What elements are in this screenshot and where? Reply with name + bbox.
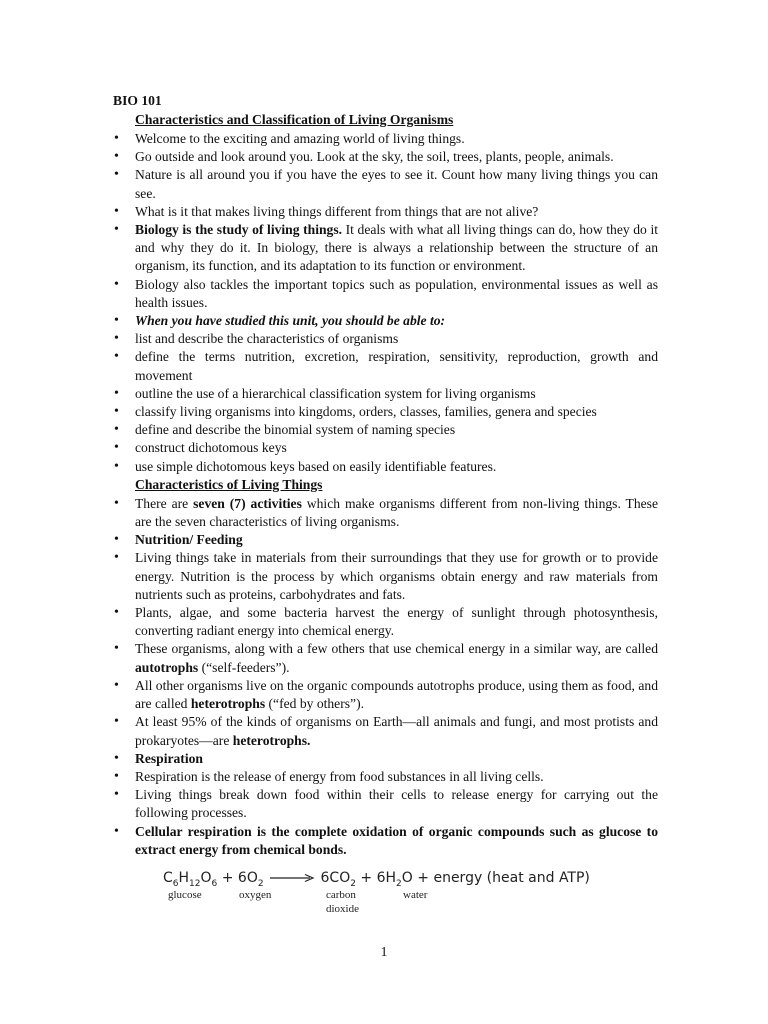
- list-item: • At least 95% of the kinds of organisms on Earth—all animals and fungi, and most protists and prokaryotes—are heterotrophs.: [113, 713, 658, 749]
- list-item: • classify living organisms into kingdoms, orders, classes, families, genera and species: [113, 403, 658, 421]
- list-item: • Plants, algae, and some bacteria harvest the energy of sunlight through photosynthesis, converting radiant energy into chemical energy.: [113, 604, 658, 640]
- page-number: 1: [380, 944, 388, 959]
- list-item: • Cellular respiration is the complete oxidation of organic compounds such as glucose to extract energy from chemical bonds.: [113, 823, 658, 859]
- list-item: • There are seven (7) activities which make organisms different from non-living things. These are the seven characteristics of living organisms.: [113, 495, 658, 531]
- list-item: • define and describe the binomial system of naming species: [113, 421, 658, 439]
- list-item: • list and describe the characteristics of organisms: [113, 330, 658, 348]
- list-item: • Biology is the study of living things. It deals with what all living things can do, how they do it and why they do it. In biology, there is always a relationship between the structure of an organism, its function, and its adaptation to its function or environment.: [113, 221, 658, 276]
- dioxide-label: dioxide: [326, 902, 359, 915]
- list-item: • Living things take in materials from their surroundings that they use for growth or to provide energy. Nutrition is the process by which organisms obtain energy and raw materials from nutrients such as proteins, carbohydrates and fats.: [113, 549, 658, 604]
- subheading-nutrition: Nutrition/ Feeding: [135, 532, 243, 548]
- reaction-arrow-icon: [268, 873, 316, 883]
- respiration-equation: [163, 869, 658, 915]
- course-code: BIO 101: [113, 93, 162, 108]
- oxygen-label: oxygen: [239, 888, 272, 901]
- carbon-label: carbon: [326, 888, 356, 901]
- list-item: • outline the use of a hierarchical classification system for living organisms: [113, 385, 658, 403]
- carbon-dioxide-formula: $6CO_2$: [320, 869, 356, 889]
- list-item: • Welcome to the exciting and amazing world of living things.: [113, 130, 658, 148]
- glucose-formula: $C_6H_{12}O_6$: [163, 869, 218, 889]
- water-label: water: [403, 888, 428, 901]
- glucose-label: glucose: [168, 888, 202, 901]
- oxygen-formula: $6O_2$: [237, 869, 264, 889]
- page-content: [113, 92, 658, 915]
- equation-line: $C_6H_{12}O_6 + 6O_2$ $6CO_2 + 6H_2O$ + energy (heat and ATP): [163, 869, 590, 889]
- list-item: • These organisms, along with a few others that use chemical energy in a similar way, are called autotrophs (“self-feeders”).: [113, 640, 658, 676]
- list-item: • Biology also tackles the important topics such as population, environmental issues as well as health issues.: [113, 276, 658, 312]
- list-item: • All other organisms live on the organic compounds autotrophs produce, using them as food, and are called heterotrophs (“fed by others”).: [113, 677, 658, 713]
- list-item: [113, 531, 658, 549]
- list-item: • What is it that makes living things different from things that are not alive?: [113, 203, 658, 221]
- subheading-respiration: Respiration: [135, 750, 203, 766]
- list-item: • Respiration is the release of energy from food substances in all living cells.: [113, 768, 658, 786]
- section-heading: Characteristics of Living Things: [135, 476, 323, 492]
- biology-definition: Biology is the study of living things.: [135, 222, 343, 238]
- intro-bullet-list: [113, 130, 658, 476]
- water-formula: $6H_2O$: [376, 869, 413, 889]
- list-item: [113, 750, 658, 768]
- list-item: [113, 312, 658, 330]
- objectives-lead: When you have studied this unit, you should be able to:: [135, 313, 446, 329]
- page-title: Characteristics and Classification of Living Organisms: [135, 112, 454, 127]
- list-item: • construct dichotomous keys: [113, 439, 658, 457]
- list-item: • define the terms nutrition, excretion, respiration, sensitivity, reproduction, growth and movement: [113, 348, 658, 384]
- energy-label: energy (heat and ATP): [433, 869, 590, 886]
- list-item: • Living things break down food within their cells to release energy for carrying out the following processes.: [113, 786, 658, 822]
- list-item: • use simple dichotomous keys based on easily identifiable features.: [113, 458, 658, 476]
- section-bullet-list: [113, 495, 658, 859]
- list-item: • Go outside and look around you. Look at the sky, the soil, trees, plants, people, animals.: [113, 148, 658, 166]
- list-item: • Nature is all around you if you have the eyes to see it. Count how many living things you can see.: [113, 166, 658, 202]
